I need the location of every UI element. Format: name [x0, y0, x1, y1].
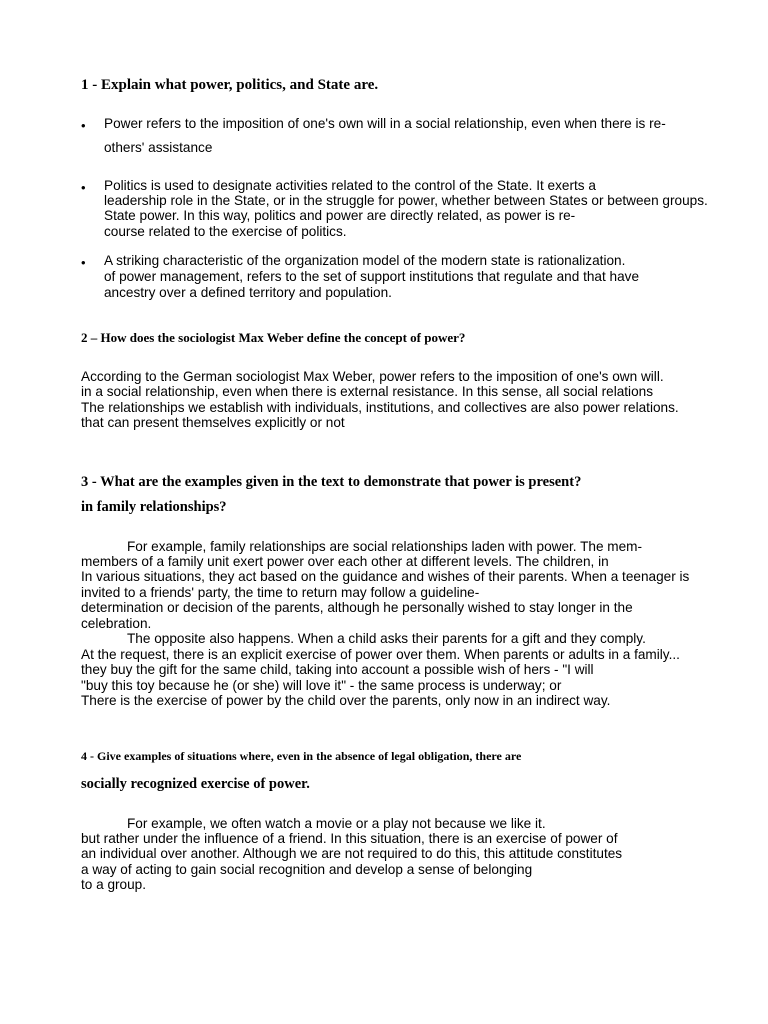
- q1-bullet-2-line-3: State power. In this way, politics and power are directly related, as power is re-: [104, 208, 576, 223]
- bullet-dot: •: [81, 255, 86, 270]
- q4-line-5: to a group.: [81, 877, 146, 892]
- q1-bullet-2-line-2: leadership role in the State, or in the struggle for power, whether between States or between groups.: [104, 193, 708, 208]
- q2-line-2: in a social relationship, even when there is external resistance. In this sense, all social relations: [81, 384, 653, 399]
- q3-line-6: celebration.: [81, 616, 152, 631]
- q3-line-1: For example, family relationships are social relationships laden with power. The mem-: [127, 539, 643, 554]
- q1-bullet-2-line-4: course related to the exercise of politics.: [104, 224, 347, 239]
- q1-bullet-1-line-2: others' assistance: [104, 140, 213, 155]
- question-3-heading-line-2: in family relationships?: [81, 499, 227, 515]
- q3-line-2: members of a family unit exert power over each other at different levels. The children, in: [81, 554, 609, 569]
- q3-line-3: In various situations, they act based on the guidance and wishes of their parents. When a teenager is: [81, 569, 690, 584]
- bullet-dot: •: [81, 180, 86, 195]
- q2-line-3: The relationships we establish with individuals, institutions, and collectives are also power relations.: [81, 400, 679, 415]
- q3-line-4: invited to a friends' party, the time to return may follow a guideline-: [81, 585, 480, 600]
- q3-line-10: "buy this toy because he (or she) will love it" - the same process is underway; or: [81, 678, 562, 693]
- question-4-heading-line-2: socially recognized exercise of power.: [81, 776, 310, 792]
- q1-bullet-3-line-3: ancestry over a defined territory and population.: [104, 285, 392, 300]
- question-2-heading: 2 – How does the sociologist Max Weber define the concept of power?: [81, 330, 466, 345]
- q4-line-2: but rather under the influence of a friend. In this situation, there is an exercise of power of: [81, 831, 618, 846]
- q2-line-1: According to the German sociologist Max Weber, power refers to the imposition of one's own will.: [81, 369, 664, 384]
- q3-line-8: At the request, there is an explicit exercise of power over them. When parents or adults in a family...: [81, 647, 680, 662]
- question-3-heading-line-1: 3 - What are the examples given in the text to demonstrate that power is present?: [81, 474, 582, 490]
- q2-line-4: that can present themselves explicitly or not: [81, 415, 345, 430]
- q4-line-3: an individual over another. Although we are not required to do this, this attitude constitutes: [81, 846, 623, 861]
- q4-line-4: a way of acting to gain social recognition and develop a sense of belonging: [81, 862, 533, 877]
- question-1-heading: 1 - Explain what power, politics, and State are.: [81, 77, 379, 93]
- q3-line-5: determination or decision of the parents, although he personally wished to stay longer in the: [81, 600, 633, 615]
- q3-line-7: The opposite also happens. When a child asks their parents for a gift and they comply.: [127, 631, 646, 646]
- q1-bullet-3-line-2: of power management, refers to the set of support institutions that regulate and that have: [104, 269, 640, 284]
- q1-bullet-2-line-1: Politics is used to designate activities related to the control of the State. It exerts a: [104, 178, 596, 193]
- question-4-heading-line-1: 4 - Give examples of situations where, even in the absence of legal obligation, there are: [81, 749, 522, 763]
- q3-line-11: There is the exercise of power by the child over the parents, only now in an indirect way.: [81, 693, 611, 708]
- q1-bullet-1-line-1: Power refers to the imposition of one's own will in a social relationship, even when there is re-: [104, 116, 666, 131]
- bullet-dot: •: [81, 118, 86, 133]
- q4-line-1: For example, we often watch a movie or a play not because we like it.: [127, 816, 546, 831]
- q3-line-9: they buy the gift for the same child, taking into account a possible wish of hers - "I will: [81, 662, 594, 677]
- q1-bullet-3-line-1: A striking characteristic of the organization model of the modern state is rationalization.: [104, 253, 626, 268]
